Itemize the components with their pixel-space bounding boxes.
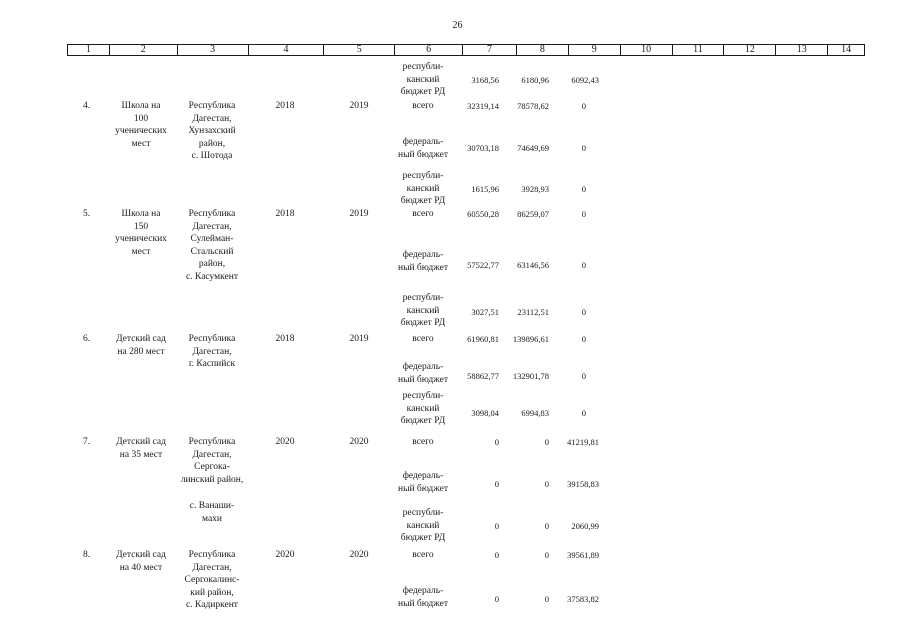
project-location: Республика Дагестан, Сергокалинс- кий район, с. Кадиркент bbox=[184, 550, 240, 610]
amount-col8: 78578,62 bbox=[517, 101, 549, 111]
budget-label-republic: республи- канский бюджет РД bbox=[400, 391, 446, 426]
budget-label-federal: федераль- ный бюджет bbox=[397, 586, 448, 609]
start-year: 2020 bbox=[275, 550, 295, 560]
budget-label-federal: федераль- ный бюджет bbox=[397, 362, 448, 385]
project-location: Республика Дагестан, г. Каспийск bbox=[188, 334, 236, 369]
project-name: Школа на 150 ученических мест bbox=[115, 209, 167, 257]
budget-label-republic: республи- канский бюджет РД bbox=[400, 508, 446, 543]
column-header: 12 bbox=[724, 45, 776, 55]
project-number: 7. bbox=[83, 437, 91, 447]
column-header: 1 bbox=[68, 45, 110, 55]
project-name: Детский сад на 280 мест bbox=[116, 334, 166, 357]
amount-col7: 0 bbox=[494, 594, 499, 604]
amount-col7: 60550,28 bbox=[467, 209, 499, 219]
column-header: 6 bbox=[395, 45, 463, 55]
amount-col9: 0 bbox=[581, 184, 586, 194]
budget-label-total: всего bbox=[412, 101, 434, 111]
amount-col8: 3928,93 bbox=[521, 184, 549, 194]
amount-col7: 61960,81 bbox=[467, 334, 499, 344]
end-year: 2020 bbox=[349, 550, 369, 560]
amount-col7: 30703,18 bbox=[467, 143, 499, 153]
amount-col7: 0 bbox=[494, 437, 499, 447]
amount-col9: 0 bbox=[581, 408, 586, 418]
column-header: 3 bbox=[178, 45, 249, 55]
amount-col7: 3098,04 bbox=[471, 408, 499, 418]
amount-col9: 6092,43 bbox=[571, 75, 599, 85]
amount-col8: 63146,56 bbox=[517, 260, 549, 270]
column-header: 10 bbox=[621, 45, 673, 55]
amount-col9: 41219,81 bbox=[567, 437, 599, 447]
amount-col9: 0 bbox=[581, 307, 586, 317]
amount-col8: 6994,83 bbox=[521, 408, 549, 418]
project-location: Республика Дагестан, Сулейман- Стальский район, с. Касумкент bbox=[186, 209, 238, 282]
project-location: Республика Дагестан, Сергока- линский район, с. Ванаши- махи bbox=[180, 437, 244, 524]
column-header: 5 bbox=[324, 45, 395, 55]
column-header-row bbox=[67, 44, 865, 56]
project-name: Детский сад на 40 мест bbox=[116, 550, 166, 573]
budget-label: республи- канский бюджет РД bbox=[400, 62, 446, 97]
amount-col8: 0 bbox=[544, 550, 549, 560]
start-year: 2018 bbox=[275, 334, 295, 344]
budget-label-total: всего bbox=[412, 550, 434, 560]
budget-label-total: всего bbox=[412, 437, 434, 447]
budget-label-total: всего bbox=[412, 334, 434, 344]
amount-col9: 37583,82 bbox=[567, 594, 599, 604]
amount-col9: 2060,99 bbox=[571, 521, 599, 531]
project-location: Республика Дагестан, Хунзахский район, с. Шотода bbox=[188, 101, 236, 161]
amount-col7: 0 bbox=[494, 479, 499, 489]
budget-label-total: всего bbox=[412, 209, 434, 219]
amount-col9: 0 bbox=[581, 209, 586, 219]
amount-col9: 0 bbox=[581, 334, 586, 344]
amount-col8: 132901,78 bbox=[512, 371, 549, 381]
page-number: 26 bbox=[452, 20, 463, 31]
amount-col9: 39158,83 bbox=[567, 479, 599, 489]
end-year: 2019 bbox=[349, 101, 369, 111]
column-header: 7 bbox=[463, 45, 517, 55]
amount-col9: 0 bbox=[581, 371, 586, 381]
column-header: 13 bbox=[776, 45, 828, 55]
amount-col9: 0 bbox=[581, 143, 586, 153]
start-year: 2018 bbox=[275, 209, 295, 219]
amount-col9: 0 bbox=[581, 260, 586, 270]
project-number: 5. bbox=[83, 209, 91, 219]
project-name: Детский сад на 35 мест bbox=[116, 437, 166, 460]
budget-label-federal: федераль- ный бюджет bbox=[397, 471, 448, 494]
start-year: 2018 bbox=[275, 101, 295, 111]
amount-col8: 0 bbox=[544, 437, 549, 447]
column-header: 9 bbox=[569, 45, 621, 55]
end-year: 2020 bbox=[349, 437, 369, 447]
budget-label-federal: федераль- ный бюджет bbox=[397, 137, 448, 160]
amount-col9: 39561,89 bbox=[567, 550, 599, 560]
amount-col8: 23112,51 bbox=[517, 307, 549, 317]
amount-col7: 1615,96 bbox=[471, 184, 499, 194]
end-year: 2019 bbox=[349, 209, 369, 219]
amount-col8: 6180,96 bbox=[521, 75, 549, 85]
column-header: 14 bbox=[841, 44, 852, 55]
amount-col8: 0 bbox=[544, 479, 549, 489]
project-number: 8. bbox=[83, 550, 91, 560]
project-name: Школа на 100 ученических мест bbox=[115, 101, 167, 149]
amount-col8: 86259,07 bbox=[517, 209, 549, 219]
project-number: 6. bbox=[83, 334, 91, 344]
amount-col7: 0 bbox=[494, 521, 499, 531]
start-year: 2020 bbox=[275, 437, 295, 447]
project-number: 4. bbox=[83, 101, 91, 111]
amount-col8: 74649,69 bbox=[517, 143, 549, 153]
budget-label-republic: республи- канский бюджет РД bbox=[400, 293, 446, 328]
column-header: 4 bbox=[249, 45, 325, 55]
amount-col8: 0 bbox=[544, 594, 549, 604]
amount-col7: 57522,77 bbox=[467, 260, 499, 270]
column-header: 2 bbox=[110, 45, 178, 55]
budget-label-federal: федераль- ный бюджет bbox=[397, 250, 448, 273]
amount-col7: 0 bbox=[494, 550, 499, 560]
amount-col8: 0 bbox=[544, 521, 549, 531]
amount-col7: 32319,14 bbox=[467, 101, 499, 111]
amount-col7: 3168,56 bbox=[471, 75, 499, 85]
amount-col8: 139896,61 bbox=[512, 334, 549, 344]
column-header: 11 bbox=[673, 45, 725, 55]
end-year: 2019 bbox=[349, 334, 369, 344]
amount-col7: 58862,77 bbox=[467, 371, 499, 381]
column-header: 8 bbox=[517, 45, 569, 55]
budget-label-republic: республи- канский бюджет РД bbox=[400, 171, 446, 206]
amount-col7: 3027,51 bbox=[471, 307, 499, 317]
amount-col9: 0 bbox=[581, 101, 586, 111]
